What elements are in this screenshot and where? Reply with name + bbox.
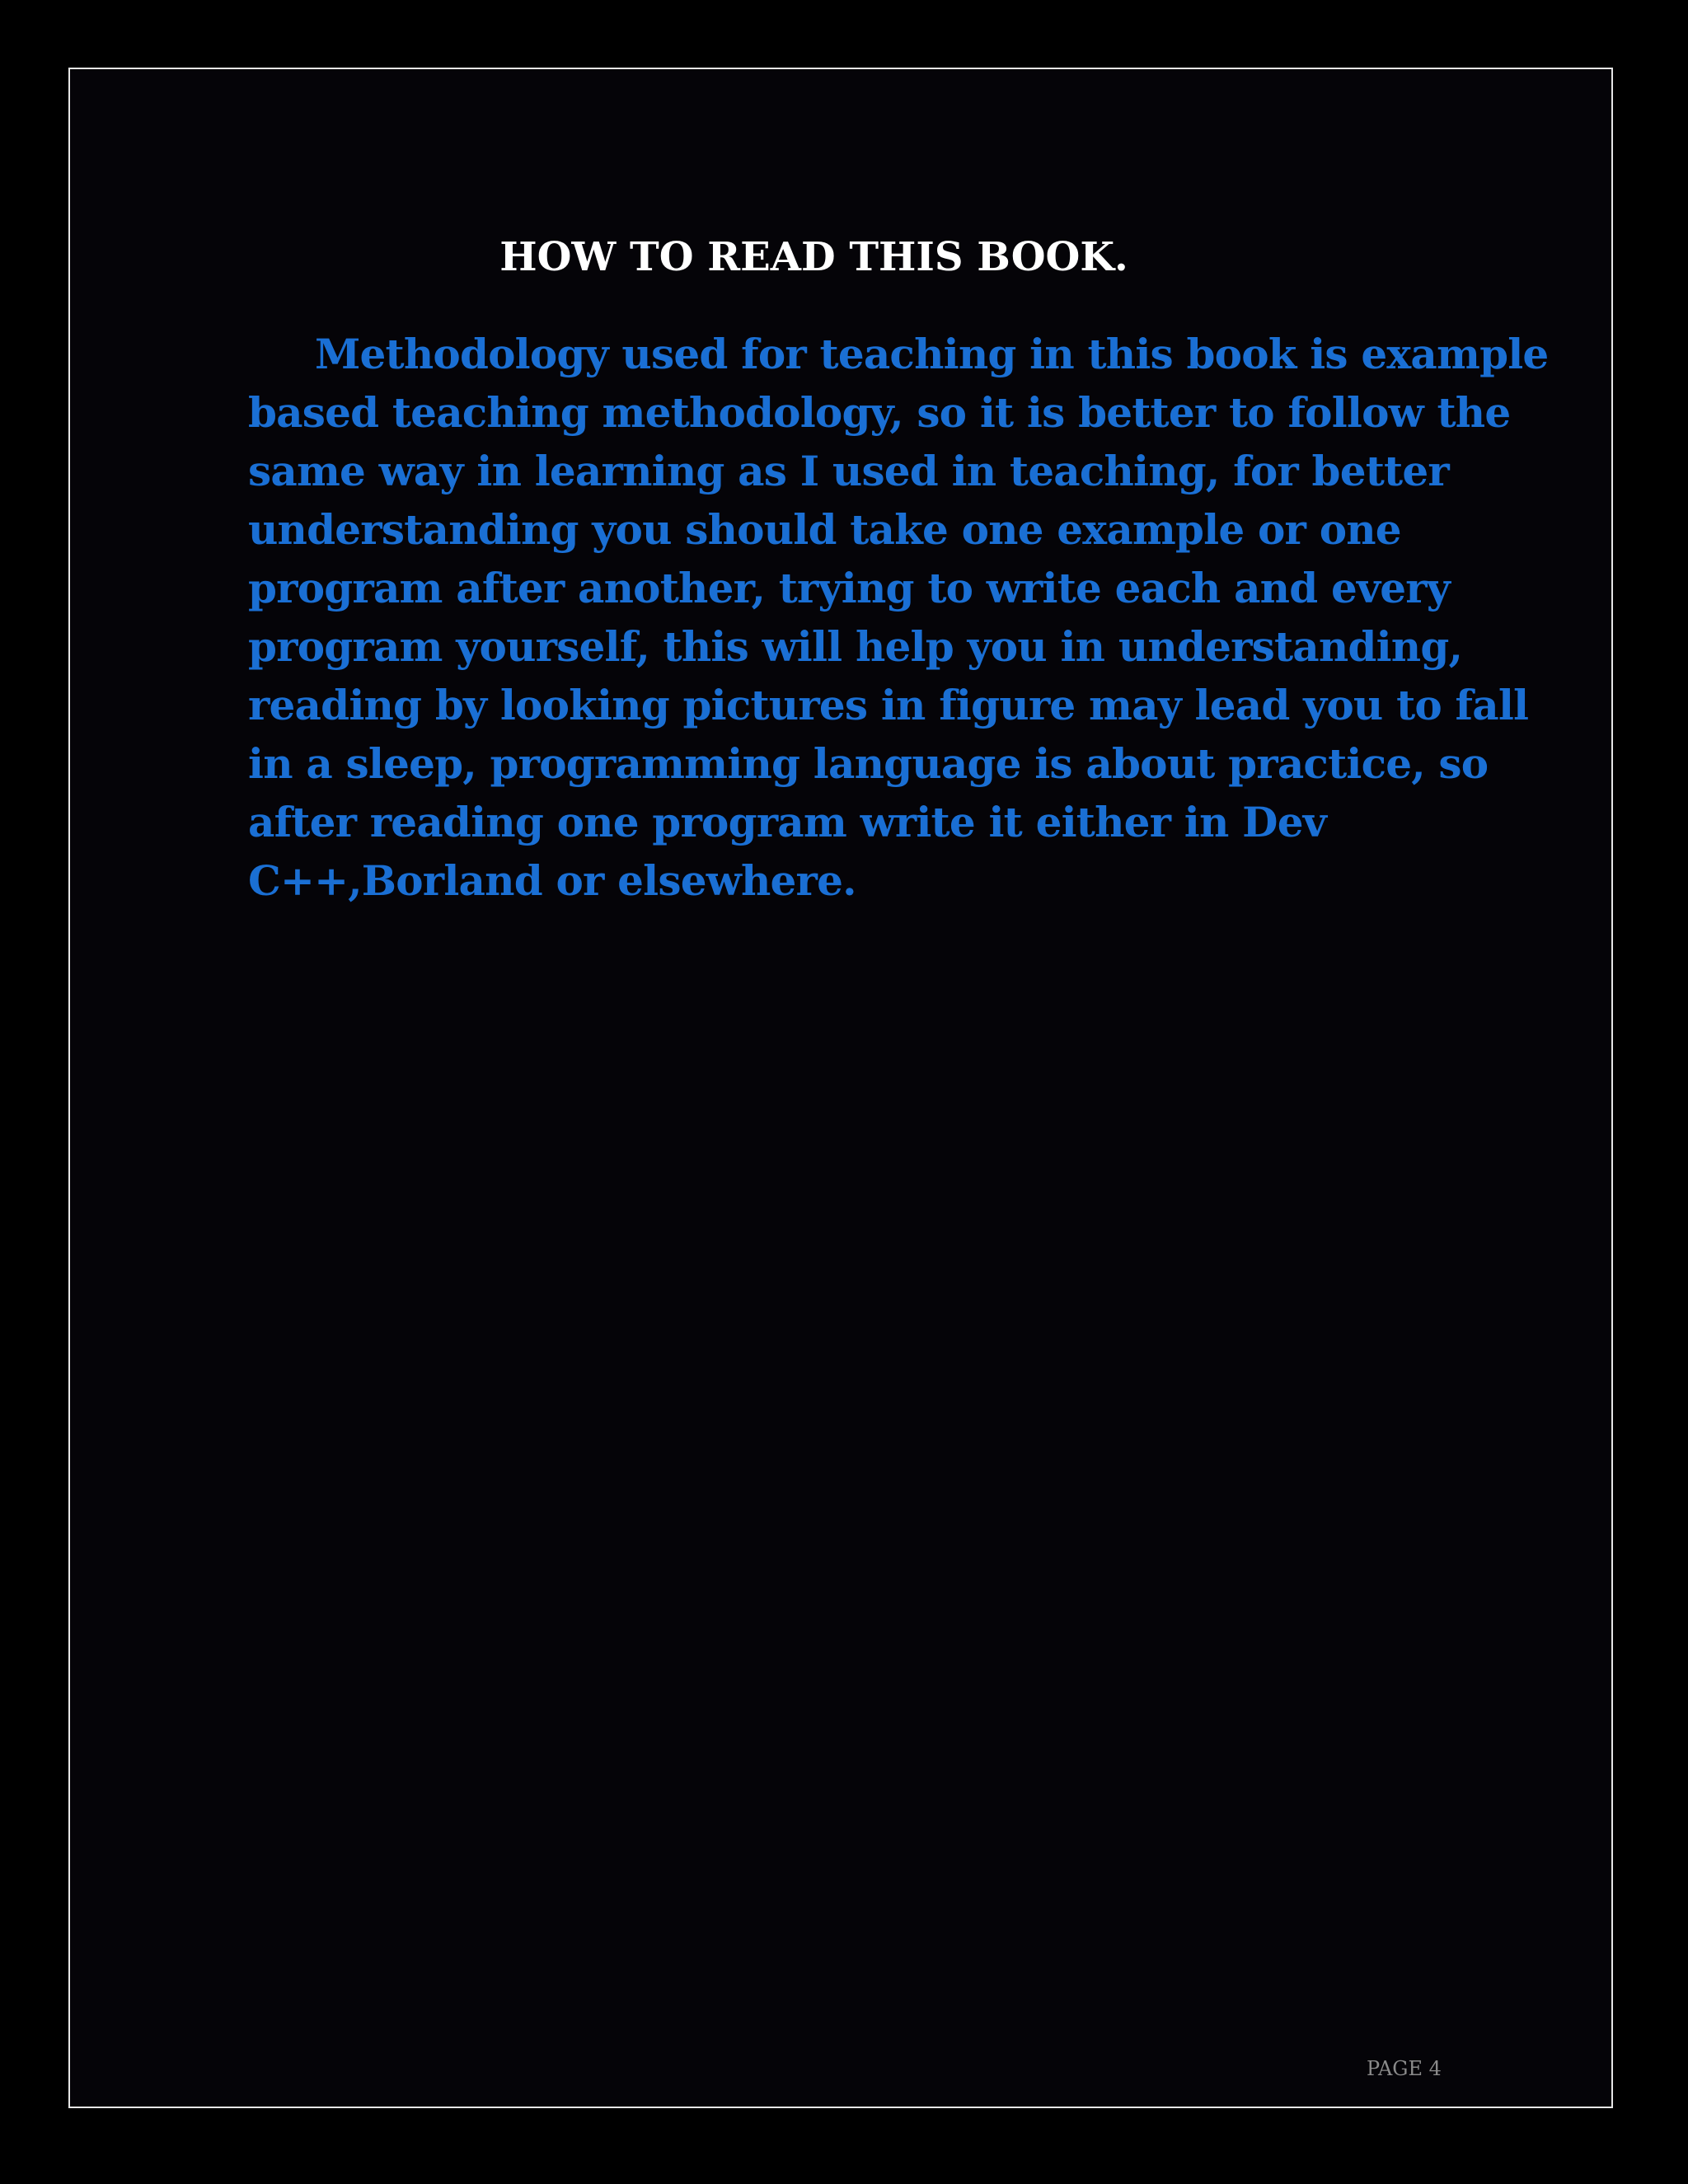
paragraph-line: Methodology used for teaching in this book is example <box>315 330 1549 378</box>
paragraph-line: reading by looking pictures in figure may lead you to fall <box>248 681 1529 729</box>
paragraph-line: understanding you should take one example or one <box>248 505 1401 554</box>
paragraph-line: program yourself, this will help you in understanding, <box>248 622 1463 671</box>
paragraph-line: after reading one program write it either in Dev <box>248 798 1326 846</box>
paragraph-line: C++,Borland or elsewhere. <box>248 856 856 905</box>
paragraph-line: same way in learning as I used in teaching, for better <box>248 447 1449 495</box>
page-title: HOW TO READ THIS BOOK. <box>499 234 1128 280</box>
paragraph-line: in a sleep, programming language is about practice, so <box>248 739 1489 788</box>
body-paragraph <box>248 325 1549 910</box>
paragraph-line: program after another, trying to write each and every <box>248 564 1451 612</box>
page-number: PAGE 4 <box>1367 2057 1442 2080</box>
paragraph-line: based teaching methodology, so it is better to follow the <box>248 388 1511 437</box>
